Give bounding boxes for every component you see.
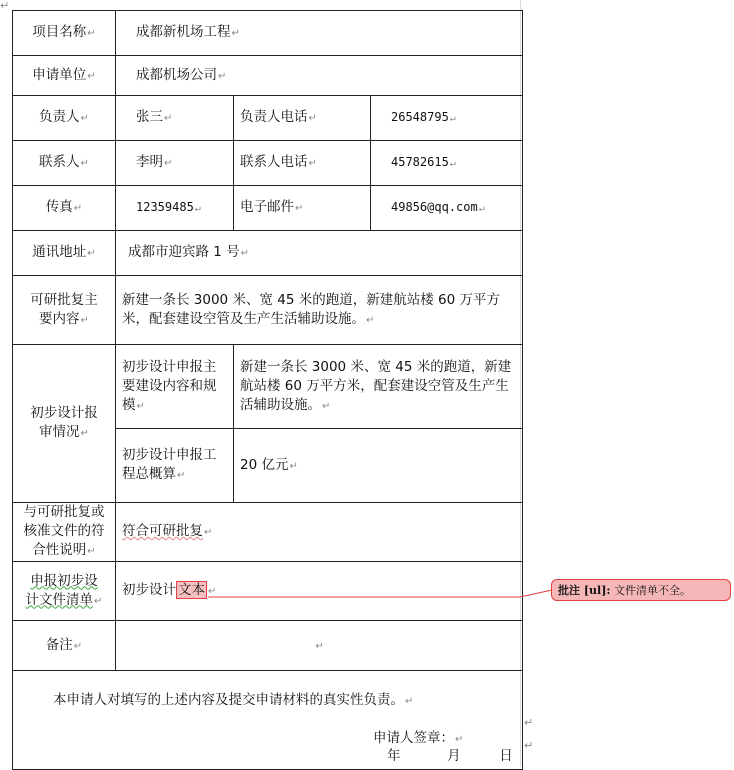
label-cell: 初步设计报审情况↵ (13, 345, 116, 503)
principal-phone-field[interactable]: 26548795↵ (371, 96, 523, 141)
paragraph-mark: ↵ (524, 739, 534, 752)
paragraph-mark: ↵ (0, 0, 10, 12)
comment-leader-line (208, 590, 552, 597)
label-cell: 联系人电话↵ (234, 141, 371, 186)
conformity-field[interactable]: 符合可研批复↵ (116, 503, 523, 562)
paragraph-mark: ↵ (524, 716, 534, 729)
label-cell: 备注↵ (13, 621, 116, 671)
contact-phone-field[interactable]: 45782615↵ (371, 141, 523, 186)
signature-label: 申请人签章：↵ (373, 730, 464, 746)
email-field[interactable]: 49856@qq.com↵ (371, 186, 523, 231)
label-cell: 电子邮件↵ (234, 186, 371, 231)
comment-text: 文件清单不全。 (613, 584, 691, 597)
applicant-field[interactable]: 成都机场公司↵ (116, 56, 523, 96)
label-cell: 联系人↵ (13, 141, 116, 186)
sub-label-cell: 初步设计申报主要建设内容和规模↵ (116, 345, 234, 429)
label-cell: 申请单位↵ (13, 56, 116, 96)
label-cell: 与可研批复或核准文件的符合性说明↵ (13, 503, 116, 562)
prelim-budget-field[interactable]: 20 亿元↵ (234, 429, 523, 503)
declaration-text: 本申请人对填写的上述内容及提交申请材料的真实性负责。↵ (53, 692, 414, 708)
label-cell: 负责人↵ (13, 96, 116, 141)
label-cell: 通讯地址↵ (13, 231, 116, 276)
project-name-field[interactable]: 成都新机场工程↵ (116, 11, 523, 56)
comment-author: 批注 [ul]: (558, 584, 611, 597)
fax-field[interactable]: 12359485↵ (116, 186, 234, 231)
contact-field[interactable]: 李明↵ (116, 141, 234, 186)
label-cell: 传真↵ (13, 186, 116, 231)
comment-anchor[interactable]: 文本 (178, 582, 205, 598)
prelim-scale-field[interactable]: 新建一条长 3000 米、宽 45 米的跑道，新建航站楼 60 万平方米，配套建设空管及生产生活辅助设施。↵ (234, 345, 523, 429)
address-field[interactable]: 成都市迎宾路 1 号↵ (116, 231, 523, 276)
signature-date: 年 月 日 (387, 748, 513, 764)
sub-label-cell: 初步设计申报工程总概算↵ (116, 429, 234, 503)
feasibility-field[interactable]: 新建一条长 3000 米、宽 45 米的跑道，新建航站楼 60 万平方米，配套建设空管及生产生活辅助设施。↵ (116, 276, 523, 345)
label-cell: 项目名称↵ (13, 11, 116, 56)
label-cell: 负责人电话↵ (234, 96, 371, 141)
principal-field[interactable]: 张三↵ (116, 96, 234, 141)
comment-balloon[interactable] (551, 579, 731, 601)
file-list-field[interactable]: 初步设计 文本 ↵ (116, 562, 523, 621)
label-cell: 可研批复主要内容↵ (13, 276, 116, 345)
remarks-field[interactable]: ↵ (116, 621, 523, 671)
label-cell: 申报初步设计文件清单↵ (13, 562, 116, 621)
